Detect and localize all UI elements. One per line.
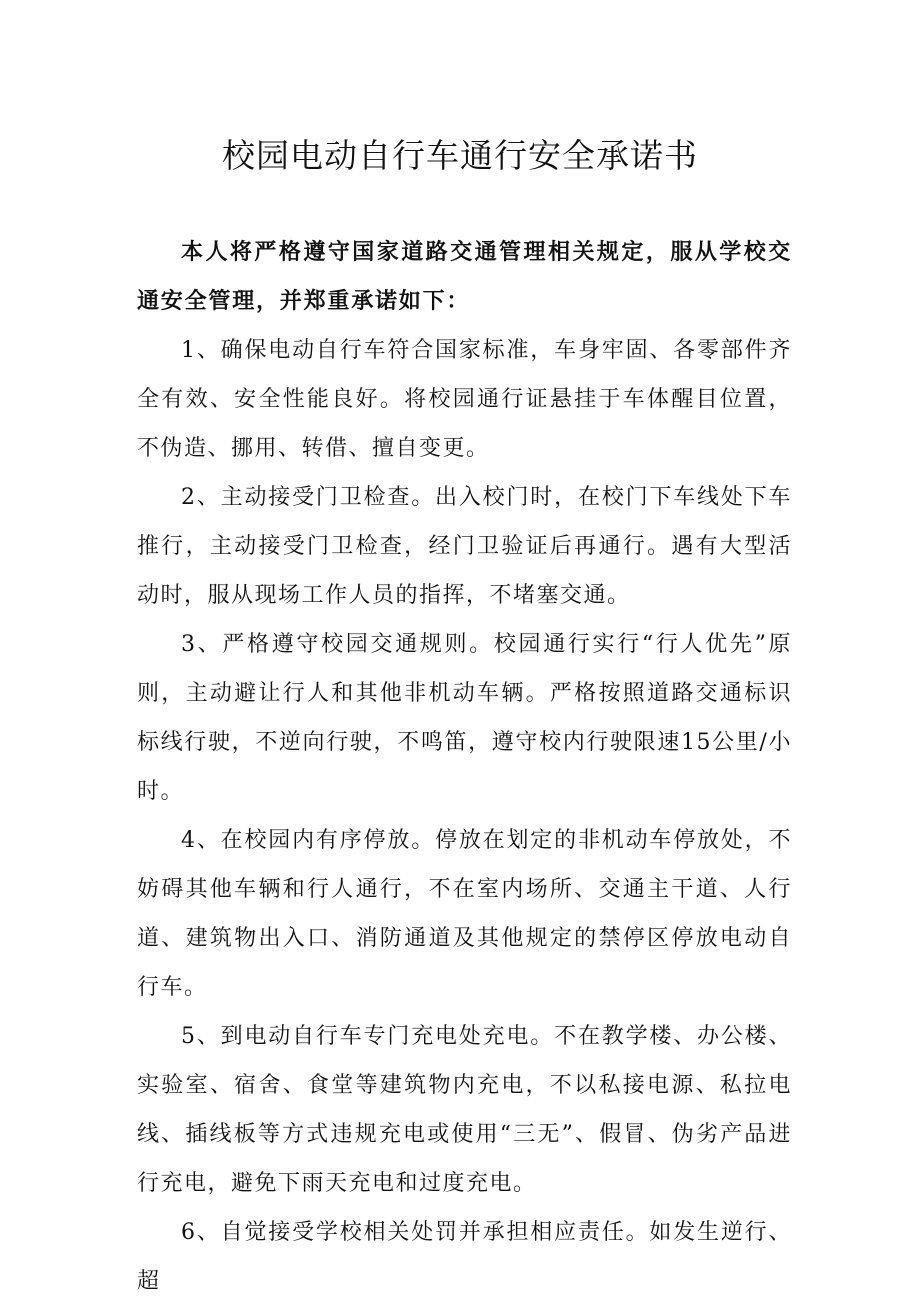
document-title: 校园电动自行车通行安全承诺书 <box>222 136 698 175</box>
clause-3: 3、严格遵守校园交通规则。校园通行实行“行人优先”原则，主动避让行人和其他非机动车辆。严格按照道路交通标识标线行驶，不逆向行驶，不鸣笛，遵守校内行驶限速15公里/小时。 <box>137 632 792 804</box>
clause-5: 5、到电动自行车专门充电处充电。不在教学楼、办公楼、实验室、宿舍、食堂等建筑物内充电，不以私接电源、私拉电线、插线板等方式违规充电或使用“三无”、假冒、伪劣产品进行充电，避免下雨天充电和过度充电。 <box>137 1024 792 1196</box>
intro-paragraph: 本人将严格遵守国家道路交通管理相关规定，服从学校交通安全管理，并郑重承诺如下： <box>137 239 792 314</box>
clause-1: 1、确保电动自行车符合国家标准，车身牢固、各零部件齐全有效、安全性能良好。将校园通行证悬挂于车体醒目位置，不伪造、挪用、转借、擅自变更。 <box>137 338 792 461</box>
clause-4: 4、在校园内有序停放。停放在划定的非机动车停放处，不妨碍其他车辆和行人通行，不在室内场所、交通主干道、人行道、建筑物出入口、消防通道及其他规定的禁停区停放电动自行车。 <box>137 828 792 1000</box>
document-body <box>137 228 792 1306</box>
clause-2: 2、主动接受门卫检查。出入校门时，在校门下车线处下车推行，主动接受门卫检查，经门卫验证后再通行。遇有大型活动时，服从现场工作人员的指挥，不堵塞交通。 <box>137 485 792 608</box>
clause-6: 6、自觉接受学校相关处罚并承担相应责任。如发生逆行、超 <box>137 1220 792 1294</box>
